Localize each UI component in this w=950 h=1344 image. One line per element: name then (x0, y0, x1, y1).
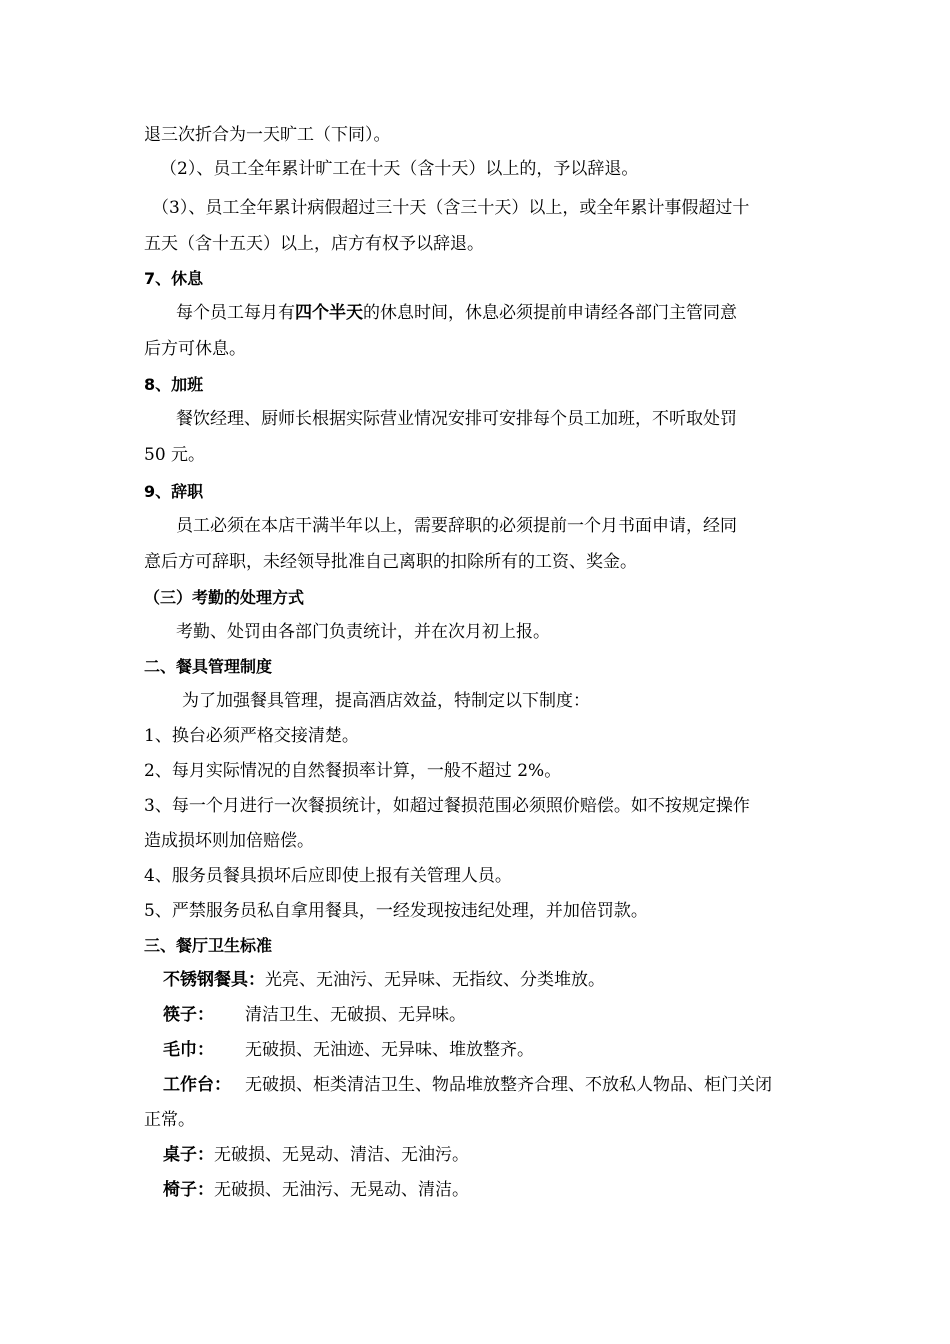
paragraph-line: （2）、员工全年累计旷工在十天（含十天）以上的，予以辞退。 (160, 159, 639, 179)
section-heading-attendance: （三）考勤的处理方式 (144, 588, 305, 607)
list-item: 1、换台必须严格交接清楚。 (144, 726, 359, 746)
item-label: 毛巾： (163, 1040, 214, 1060)
section-heading-overtime: 8、加班 (144, 375, 204, 394)
paragraph-line: 50 元。 (144, 445, 206, 465)
paragraph-line: 考勤、处罚由各部门负责统计，并在次月初上报。 (176, 622, 550, 642)
item-text: 清洁卫生、无破损、无异味。 (245, 1005, 466, 1025)
item-label: 椅子： (163, 1180, 214, 1200)
item-label: 不锈钢餐具： (163, 970, 265, 990)
section-heading-tableware: 二、餐具管理制度 (144, 657, 273, 676)
list-item: 4、服务员餐具损坏后应即使上报有关管理人员。 (144, 866, 512, 886)
bold-text-run: 四个半天 (295, 303, 363, 323)
paragraph-line: 后方可休息。 (144, 339, 246, 359)
paragraph-line: 造成损坏则加倍赔偿。 (144, 831, 314, 851)
hygiene-item-workbench (163, 1074, 831, 1096)
paragraph-line: 退三次折合为一天旷工（下同）。 (144, 125, 391, 145)
paragraph-line: 餐饮经理、厨师长根据实际营业情况安排可安排每个员工加班，不听取处罚 (176, 409, 737, 429)
paragraph-line (176, 302, 844, 324)
text-run: 的休息时间，休息必须提前申请经各部门主管同意 (363, 303, 737, 323)
section-heading-resignation: 9、辞职 (144, 482, 204, 501)
hygiene-item-table (163, 1144, 831, 1166)
paragraph-line: （3）、员工全年累计病假超过三十天（含三十天）以上，或全年累计事假超过十 (152, 198, 750, 218)
item-label: 筷子： (163, 1005, 214, 1025)
section-heading-hygiene: 三、餐厅卫生标准 (144, 936, 273, 955)
item-label: 桌子： (163, 1145, 214, 1165)
text-run: 每个员工每月有 (176, 303, 295, 323)
paragraph-line: 为了加强餐具管理，提高酒店效益，特制定以下制度： (182, 691, 590, 711)
item-text: 无破损、无油迹、无异味、堆放整齐。 (245, 1040, 534, 1060)
paragraph-line: 正常。 (144, 1110, 195, 1130)
hygiene-item-towel (163, 1039, 831, 1061)
hygiene-item-steel (163, 969, 831, 991)
item-text: 无破损、柜类清洁卫生、物品堆放整齐合理、不放私人物品、柜门关闭 (245, 1075, 772, 1095)
hygiene-item-chair (163, 1179, 831, 1201)
item-text: 无破损、无油污、无晃动、清洁。 (214, 1180, 469, 1200)
item-label: 工作台： (163, 1075, 231, 1095)
item-text: 光亮、无油污、无异味、无指纹、分类堆放。 (265, 970, 605, 990)
list-item: 2、每月实际情况的自然餐损率计算，一般不超过 2%。 (144, 761, 562, 781)
list-item: 3、每一个月进行一次餐损统计，如超过餐损范围必须照价赔偿。如不按规定操作 (144, 796, 750, 816)
paragraph-line: 员工必须在本店干满半年以上，需要辞职的必须提前一个月书面申请，经同 (176, 516, 737, 536)
item-text: 无破损、无晃动、清洁、无油污。 (214, 1145, 469, 1165)
hygiene-item-chopsticks (163, 1004, 831, 1026)
paragraph-line: 意后方可辞职，未经领导批准自己离职的扣除所有的工资、奖金。 (144, 552, 637, 572)
list-item: 5、严禁服务员私自拿用餐具，一经发现按违纪处理，并加倍罚款。 (144, 901, 648, 921)
paragraph-line: 五天（含十五天）以上，店方有权予以辞退。 (144, 234, 484, 254)
section-heading-rest: 7、休息 (144, 269, 204, 288)
